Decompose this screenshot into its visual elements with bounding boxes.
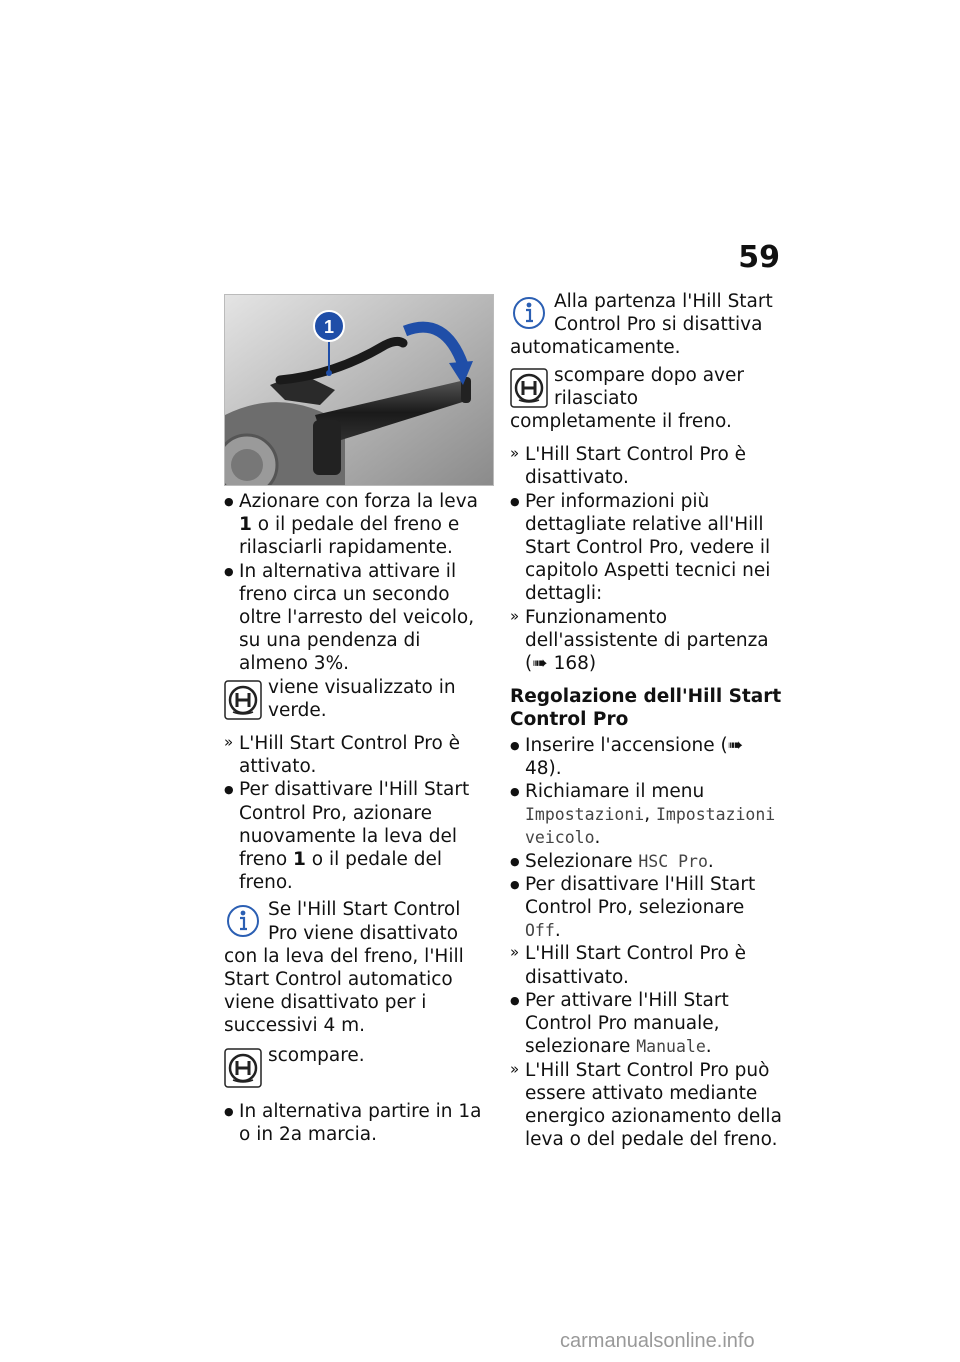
page-number: 59 <box>738 240 780 275</box>
result-item: » L'Hill Start Control Pro è disattivato. <box>510 443 785 489</box>
info-icon <box>510 293 548 333</box>
info-note: Alla partenza l'Hill Start Control Pro si disattiva automaticamente. <box>510 291 773 359</box>
section-heading: Regolazione dell'Hill Start Control Pro <box>510 686 782 731</box>
list-item: ● In alternativa partire in 1a o in 2a marcia. <box>224 1100 492 1146</box>
hsc-indicator-note: scompare dopo aver rilasciato completamente il freno. <box>510 364 744 433</box>
right-column <box>510 290 785 1151</box>
callout-1: 1 <box>323 317 335 337</box>
left-column <box>224 490 492 1146</box>
result-item: » L'Hill Start Control Pro è disattivato. <box>510 942 785 988</box>
hsc-indicator-note: viene visualizzato in verde. <box>224 676 492 722</box>
arrow-ref-icon: ➠ <box>727 734 744 756</box>
watermark: carmanualsonline.info <box>560 1330 755 1352</box>
list-item: ● Selezionare HSC Pro. <box>510 850 785 873</box>
list-item: ● Richiamare il menu Impostazioni, Impostazioni veicolo. <box>510 780 785 850</box>
list-item: ● Per disattivare l'Hill Start Control Pro, azionare nuovamente la leva del freno 1 o il pedale del freno. <box>224 778 492 894</box>
result-item: » L'Hill Start Control Pro è attivato. <box>224 732 492 778</box>
list-item[interactable]: ● Inserire l'accensione (➠ 48). <box>510 734 785 780</box>
list-item: ● Per attivare l'Hill Start Control Pro manuale, selezionare Manuale. <box>510 989 785 1059</box>
hill-start-indicator-icon <box>510 368 548 408</box>
hill-start-indicator-icon <box>224 680 262 720</box>
hsc-indicator-note: scompare. <box>224 1044 492 1067</box>
list-item: ● Per informazioni più dettagliate relative all'Hill Start Control Pro, vedere il capitolo Aspetti tecnici nei dettagli: <box>510 490 785 606</box>
cross-reference[interactable]: » Funzionamento dell'assistente di partenza (➠ 168) <box>510 606 785 676</box>
info-note: Se l'Hill Start Control Pro viene disattivato con la leva del freno, l'Hill Start Control automatico viene disattivato per i successivi 4 m. <box>224 899 464 1037</box>
list-item: ● In alternativa attivare il freno circa un secondo oltre l'arresto del veicolo, su una pendenza di almeno 3%. <box>224 560 492 676</box>
brake-lever-photo <box>224 294 494 486</box>
hill-start-indicator-icon <box>224 1048 262 1088</box>
info-icon <box>224 901 262 941</box>
list-item: ● Azionare con forza la leva 1 o il pedale del freno e rilasciarli rapidamente. <box>224 490 492 560</box>
arrow-ref-icon: ➠ <box>532 653 554 675</box>
brake-lever-illustration <box>225 295 494 486</box>
list-item: ● Per disattivare l'Hill Start Control Pro, selezionare Off. <box>510 873 785 943</box>
result-item: » L'Hill Start Control Pro può essere attivato mediante energico azionamento della leva o del pedale del freno. <box>510 1059 785 1152</box>
